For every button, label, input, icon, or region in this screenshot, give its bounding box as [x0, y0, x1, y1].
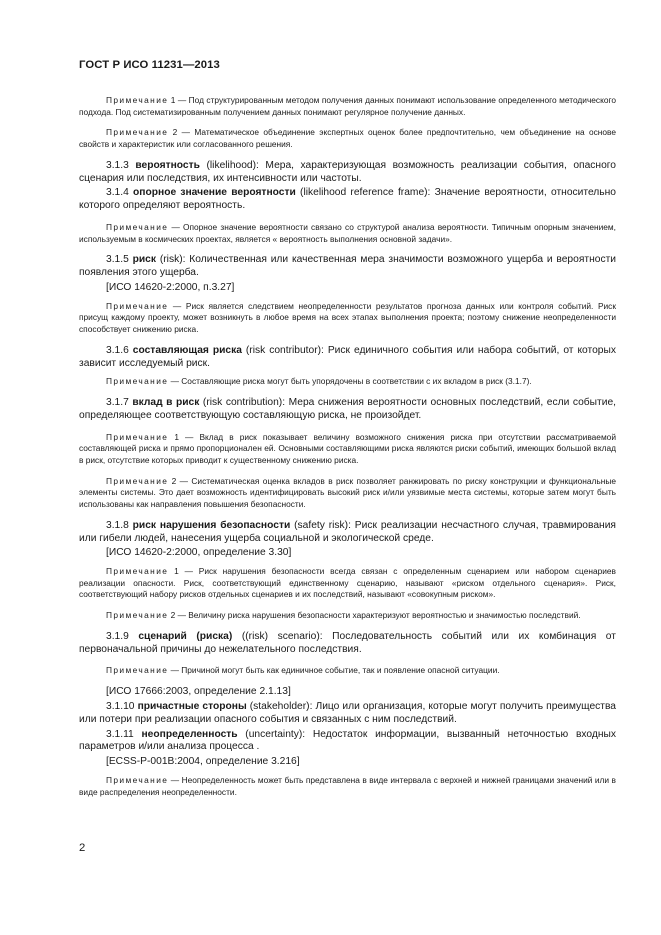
source-reference: [ИСО 17666:2003, определение 2.1.13] — [106, 686, 291, 698]
term-definition: 3.1.6 составляющая риска (risk contributor): Риск единичного события или набора событий, от которых зависит исследуемый риск. — [79, 344, 616, 369]
term-definition: 3.1.3 вероятность (likelihood): Мера, характеризующая возможность реализации события, опасного сценария или последствия, их интенсивности или частоты. — [79, 159, 616, 184]
term-definition: 3.1.4 опорное значение вероятности (likelihood reference frame): Значение вероятности, относительно которого определяют вероятность. — [79, 187, 616, 212]
note-paragraph: Примечание 1 — Риск нарушения безопасности всегда связан с определенным сценарием или набором сценариев реализации опасности. Риск, соответствующий единственному сценарию, называют «риском отдельного сценария». Риск, соответствующий набору рисков отдельных сценариев и их последствий, называют «совокупным риском». — [79, 566, 616, 600]
note-paragraph: Примечание — Риск является следствием неопределенности результатов прогноза данных или контроля событий. Риск присущ каждому проекту, может возникнуть в любое время на всех этапах выполнения проекта; поэтому снижение неопределенности способствует снижению риска. — [79, 300, 616, 335]
term-definition: 3.1.5 риск (risk): Количественная или качественная мера значимости возможного ущерба и вероятности появления этого ущерба. — [79, 254, 616, 279]
page-number: 2 — [79, 842, 86, 854]
source-reference: [ECSS-P-001B:2004, определение 3.216] — [106, 756, 300, 768]
note-paragraph: Примечание 2 — Величину риска нарушения безопасности характеризуют вероятностью и значимостью последствий. — [106, 610, 581, 621]
note-paragraph: Примечание — Опорное значение вероятности связано со структурой анализа вероятности. Типичным опорным значением, используемым в космических проектах, является « вероятность выполнения основной задачи». — [79, 221, 616, 244]
note-paragraph: Примечание 1 — Под структурированным методом получения данных понимают использование определенного методического подхода. Под систематизированным получением данных понимают регулярное получение данных. — [79, 95, 616, 117]
note-paragraph: Примечание — Причиной могут быть как единичное событие, так и появление опасной ситуации. — [106, 665, 500, 676]
term-definition: 3.1.11 неопределенность (uncertainty): Недостаток информации, вызванный неточностью входных параметров и/или анализа процесса . — [79, 728, 617, 753]
note-paragraph: Примечание 2 — Математическое объединение экспертных оценок более предпочтительно, чем объединение на основе свойств и характеристик или согласованного решения. — [79, 127, 616, 150]
term-definition: 3.1.7 вклад в риск (risk contribution): Мера снижения вероятности основных последствий, если событие, определяющее соответствующую составляющую риска, не произойдет. — [79, 397, 616, 421]
term-definition: 3.1.8 риск нарушения безопасности (safety risk): Риск реализации несчастного случая, травмирования или гибели людей, нанесения ущерба социальной и экологической среде. — [79, 519, 616, 544]
note-paragraph: Примечание — Неопределенность может быть представлена в виде интервала с верхней и нижней границами значений или в виде распределения неопределенности. — [79, 774, 616, 797]
document-body — [79, 95, 616, 804]
source-reference: [ИСО 14620-2:2000, определение 3.30] — [106, 547, 292, 559]
page-header: ГОСТ Р ИСО 11231—2013 — [79, 59, 220, 71]
note-paragraph: Примечание — Составляющие риска могут быть упорядочены в соответствии с их вкладом в риск (3.1.7). — [106, 376, 532, 387]
note-paragraph: Примечание 1 — Вклад в риск показывает величину возможного снижения риска при отсутствии рассматриваемой составляющей риска и прямо пропорционален ей. Основными составляющими риска являются риски событий, имеющих большой вклад в риск, отсутствие которых приводит к существенному снижению риска. — [79, 431, 616, 465]
term-definition: 3.1.10 причастные стороны (stakeholder): Лицо или организация, которые могут получить преимущества или потери при реализации опасного события и связанных с ним последствий. — [79, 700, 616, 725]
note-paragraph: Примечание 2 — Систематическая оценка вкладов в риск позволяет ранжировать по риску конструкции и функциональные элементы системы. Это дает возможность идентифицировать высокий риск и/или уязвимые места системы, которые затем могут быть использованы как направления повышения безопасности. — [79, 475, 616, 510]
term-definition: 3.1.9 сценарий (риска) ((risk) scenario): Последовательность событий или их комбинация от первоначальной причины до нежелательного последствия. — [79, 630, 616, 655]
source-reference: [ИСО 14620-2:2000, п.3.27] — [106, 281, 235, 293]
